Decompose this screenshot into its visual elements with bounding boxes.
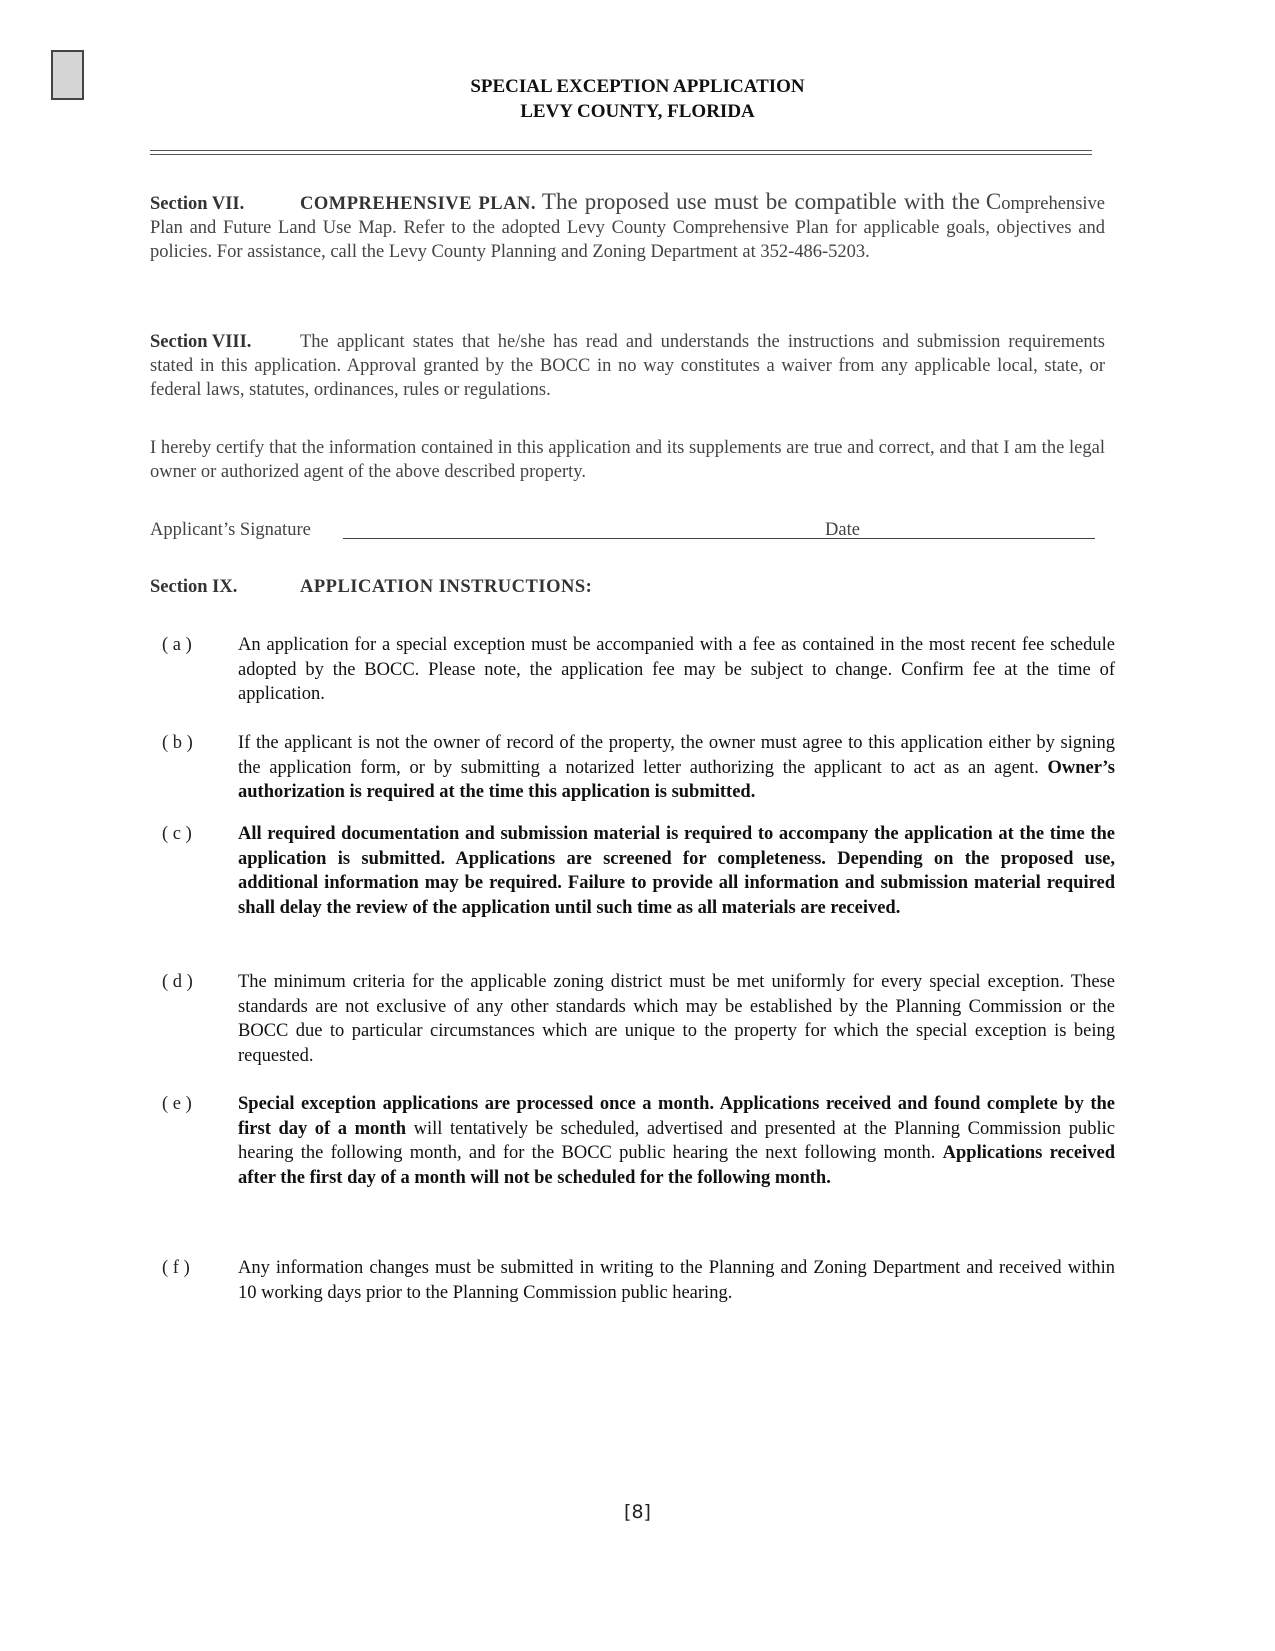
section-7-cap: C [985, 189, 1002, 214]
instruction-a-letter: ( a ) [162, 635, 192, 655]
signature-row [150, 520, 1105, 546]
instruction-e [150, 1092, 1115, 1190]
page-number: [8] [624, 1501, 651, 1523]
instruction-e-text: will tentatively be scheduled, advertised and presented at the Planning Commission public hearing the following month, and for the BOCC public hearing the next following month. [238, 1118, 1115, 1163]
certification-text: I hereby certify that the information contained in this application and its supplements are true and correct, and that I am the legal owner or authorized agent of the above described property. [150, 438, 1105, 482]
section-7-body: omprehensive Plan and Future Land Use Map. Refer to the adopted Levy County Comprehensive Plan for applicable goals, objectives and policies. For assistance, call the Levy County Planning and Zoning Department at 352-486-5203. [150, 194, 1105, 262]
header-rule-top [150, 150, 1092, 151]
instruction-f [150, 1256, 1115, 1305]
instruction-d-text: The minimum criteria for the applicable zoning district must be met uniformly for every special exception. These standards are not exclusive of any other standards which may be established by the Planning Commission or the BOCC due to particular circumstances which are unique to the property for which the special exception is being requested. [238, 972, 1115, 1066]
instruction-b-text: If the applicant is not the owner of record of the property, the owner must agree to this application either by signing the application form, or by submitting a notarized letter authorizing the applicant to act as an agent. [238, 733, 1115, 778]
title-line-2: LEVY COUNTY, FLORIDA [520, 101, 755, 122]
section-8 [150, 330, 1105, 402]
section-8-body: The applicant states that he/she has read and understands the instructions and submission requirements stated in this application. Approval granted by the BOCC in no way constitutes a waiver from any applicable local, state, or federal laws, statutes, ordinances, rules or regulations. [150, 332, 1105, 400]
section-7-label: Section VII. [150, 194, 245, 214]
instruction-b-bold: Owner’s authorization is required at the time this application is submitted. [238, 757, 1115, 802]
date-label: Date [825, 520, 860, 540]
header-rule-bottom [150, 154, 1092, 155]
section-9-title: APPLICATION INSTRUCTIONS: [300, 577, 593, 597]
instruction-f-text: Any information changes must be submitted in writing to the Planning and Zoning Department and received within 10 working days prior to the Planning Commission public hearing. [238, 1258, 1115, 1303]
title-line-1: SPECIAL EXCEPTION APPLICATION [470, 76, 805, 97]
instruction-e-letter: ( e ) [162, 1094, 192, 1114]
section-8-label: Section VIII. [150, 332, 252, 352]
instruction-f-letter: ( f ) [162, 1258, 190, 1278]
certification-statement [150, 436, 1105, 484]
section-7-lead: The proposed use must be compatible with the [541, 189, 980, 214]
date-field[interactable] [873, 538, 1095, 539]
instruction-c-letter: ( c ) [162, 824, 192, 844]
instruction-e-bold-1: Special exception applications are processed once a month. Applications received and found complete by the first day of a month [238, 1094, 1115, 1139]
document-header [0, 74, 1275, 124]
section-9-heading [150, 575, 1105, 599]
section-7-title: COMPREHENSIVE PLAN. [300, 194, 536, 214]
instruction-b-letter: ( b ) [162, 733, 193, 753]
applicant-signature-label: Applicant’s Signature [150, 520, 311, 540]
instruction-c-bold: All required documentation and submission material is required to accompany the application at the time the application is submitted. Applications are screened for completeness. Depending on the proposed use, additional information may be required. Failure to provide all information and submission material required shall delay the review of the application until such time as all materials are received. [238, 824, 1115, 918]
instruction-d [150, 970, 1115, 1068]
instruction-c [150, 822, 1115, 920]
instruction-b [150, 731, 1115, 805]
section-9-label: Section IX. [150, 577, 238, 597]
instruction-a-text: An application for a special exception must be accompanied with a fee as contained in the most recent fee schedule adopted by the BOCC. Please note, the application fee may be subject to change. Confirm fee at the time of application. [238, 635, 1115, 704]
instruction-d-letter: ( d ) [162, 972, 193, 992]
instruction-e-bold-2: Applications received after the first day of a month will not be scheduled for the following month. [238, 1143, 1115, 1188]
instruction-a [150, 633, 1115, 707]
section-7 [150, 190, 1105, 264]
